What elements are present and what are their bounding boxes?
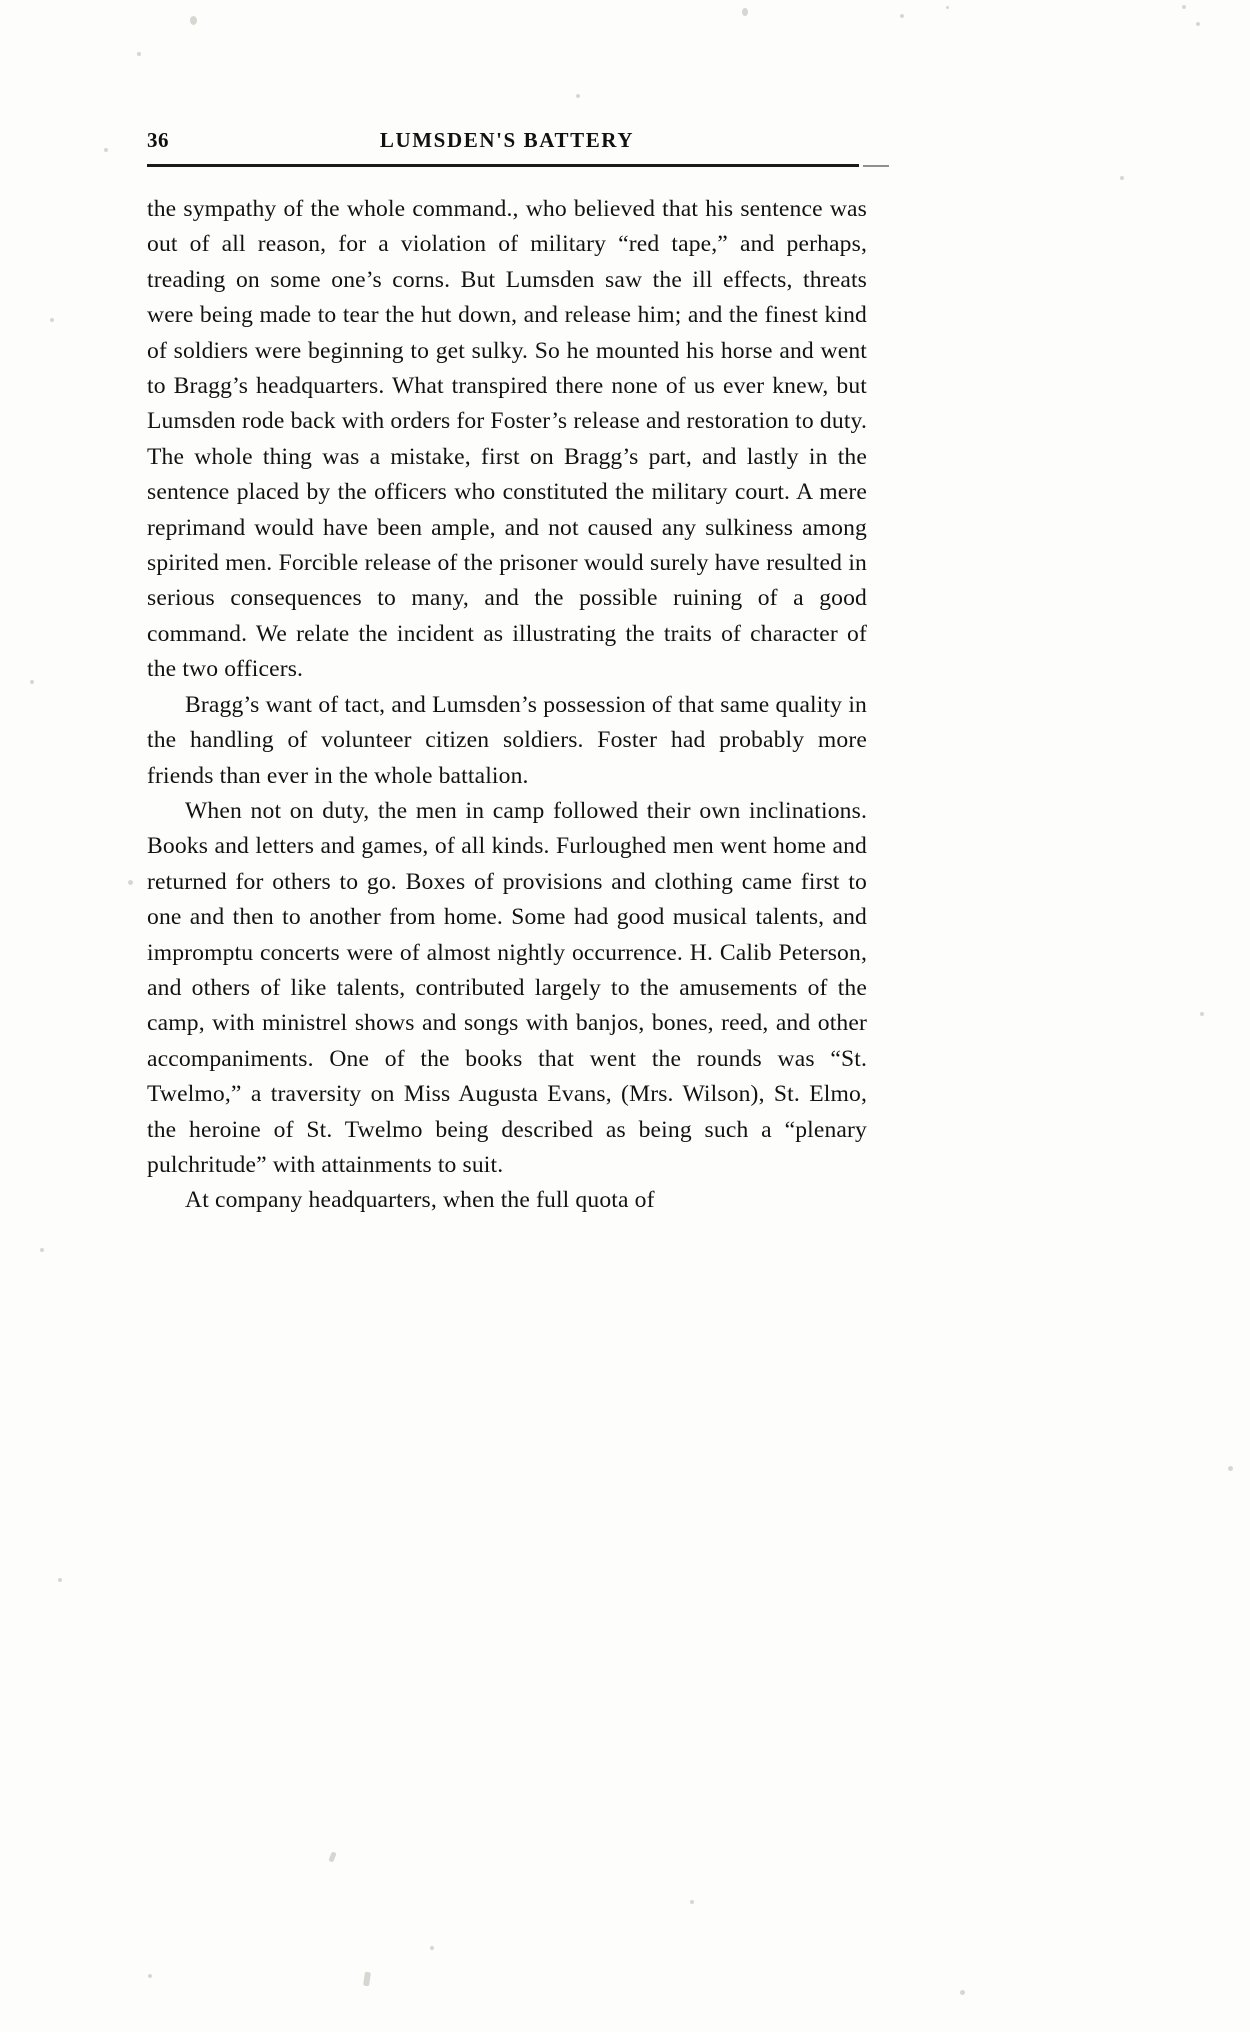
scan-speck: [50, 318, 54, 322]
scan-speck: [1196, 22, 1200, 26]
header-rule-tail: [863, 165, 889, 167]
scan-speck: [1228, 1466, 1233, 1471]
scan-speck: [148, 1974, 152, 1978]
paragraph: When not on duty, the men in camp followed their own inclinations. Books and letters and games, of all kinds. Furloughed men went home and returned for others to go. Boxes of provisions and clothing came first to one and then to another from home. Some had good musical talents, and impromptu concerts were of almost nightly occurrence. H. Calib Peterson, and others of like talents, contributed largely to the amusements of the camp, with ministrel shows and songs with banjos, bones, reed, and other accompaniments. One of the books that went the rounds was “St. Twelmo,” a traversity on Miss Augusta Evans, (Mrs. Wilson), St. Elmo, the heroine of St. Twelmo being described as being such a “plenary pulchritude” with attainments to suit.: [147, 797, 867, 1178]
scan-speck: [900, 14, 904, 18]
scan-speck: [576, 94, 580, 98]
scan-speck: [742, 8, 748, 16]
scan-speck: [137, 52, 141, 56]
scan-speck: [40, 1248, 44, 1252]
scan-speck: [1200, 1012, 1204, 1016]
page-header: [147, 120, 867, 166]
page-number: 36: [147, 128, 169, 152]
paragraph: At company headquarters, when the full quota of: [185, 1187, 655, 1214]
scan-speck: [430, 1946, 434, 1950]
scan-speck: [30, 680, 34, 684]
scan-speck: [363, 1972, 371, 1987]
running-head: LUMSDEN'S BATTERY: [379, 128, 635, 152]
header-rule: [147, 164, 859, 167]
paragraph: the sympathy of the whole command., who believed that his sentence was out of all reason, for a violation of military “red tape,” and perhaps, treading on some one’s corns. But Lumsden saw the ill effects, threats were being made to tear the hut down, and release him; and the finest kind of soldiers were beginning to get sulky. So he mounted his horse and went to Bragg’s headquarters. What transpired there none of us ever knew, but Lumsden rode back with orders for Foster’s release and restoration to duty. The whole thing was a mistake, first on Bragg’s part, and lastly in the sentence placed by the officers who constituted the military court. A mere reprimand would have been ample, and not caused any sulkiness among spirited men. Forcible release of the prisoner would surely have resulted in serious consequences to many, and the possible ruining of a good command. We relate the incident as illustrating the traits of character of the two officers.: [147, 196, 867, 683]
scan-speck: [328, 1851, 336, 1862]
page-content: [147, 120, 867, 1219]
paragraph: Bragg’s want of tact, and Lumsden’s possession of that same quality in the handling of volunteer citizen soldiers. Foster had probably more friends than ever in the whole battalion.: [147, 691, 867, 789]
scan-speck: [690, 1900, 694, 1904]
scan-speck: [104, 148, 108, 152]
scan-speck: [1120, 176, 1124, 180]
scan-speck: [960, 1990, 965, 1995]
scan-speck: [190, 16, 197, 25]
body-text: [147, 192, 867, 1219]
scan-speck: [1182, 5, 1186, 9]
scan-speck: [946, 6, 949, 9]
scan-speck: [128, 880, 133, 885]
scan-speck: [58, 1578, 62, 1582]
